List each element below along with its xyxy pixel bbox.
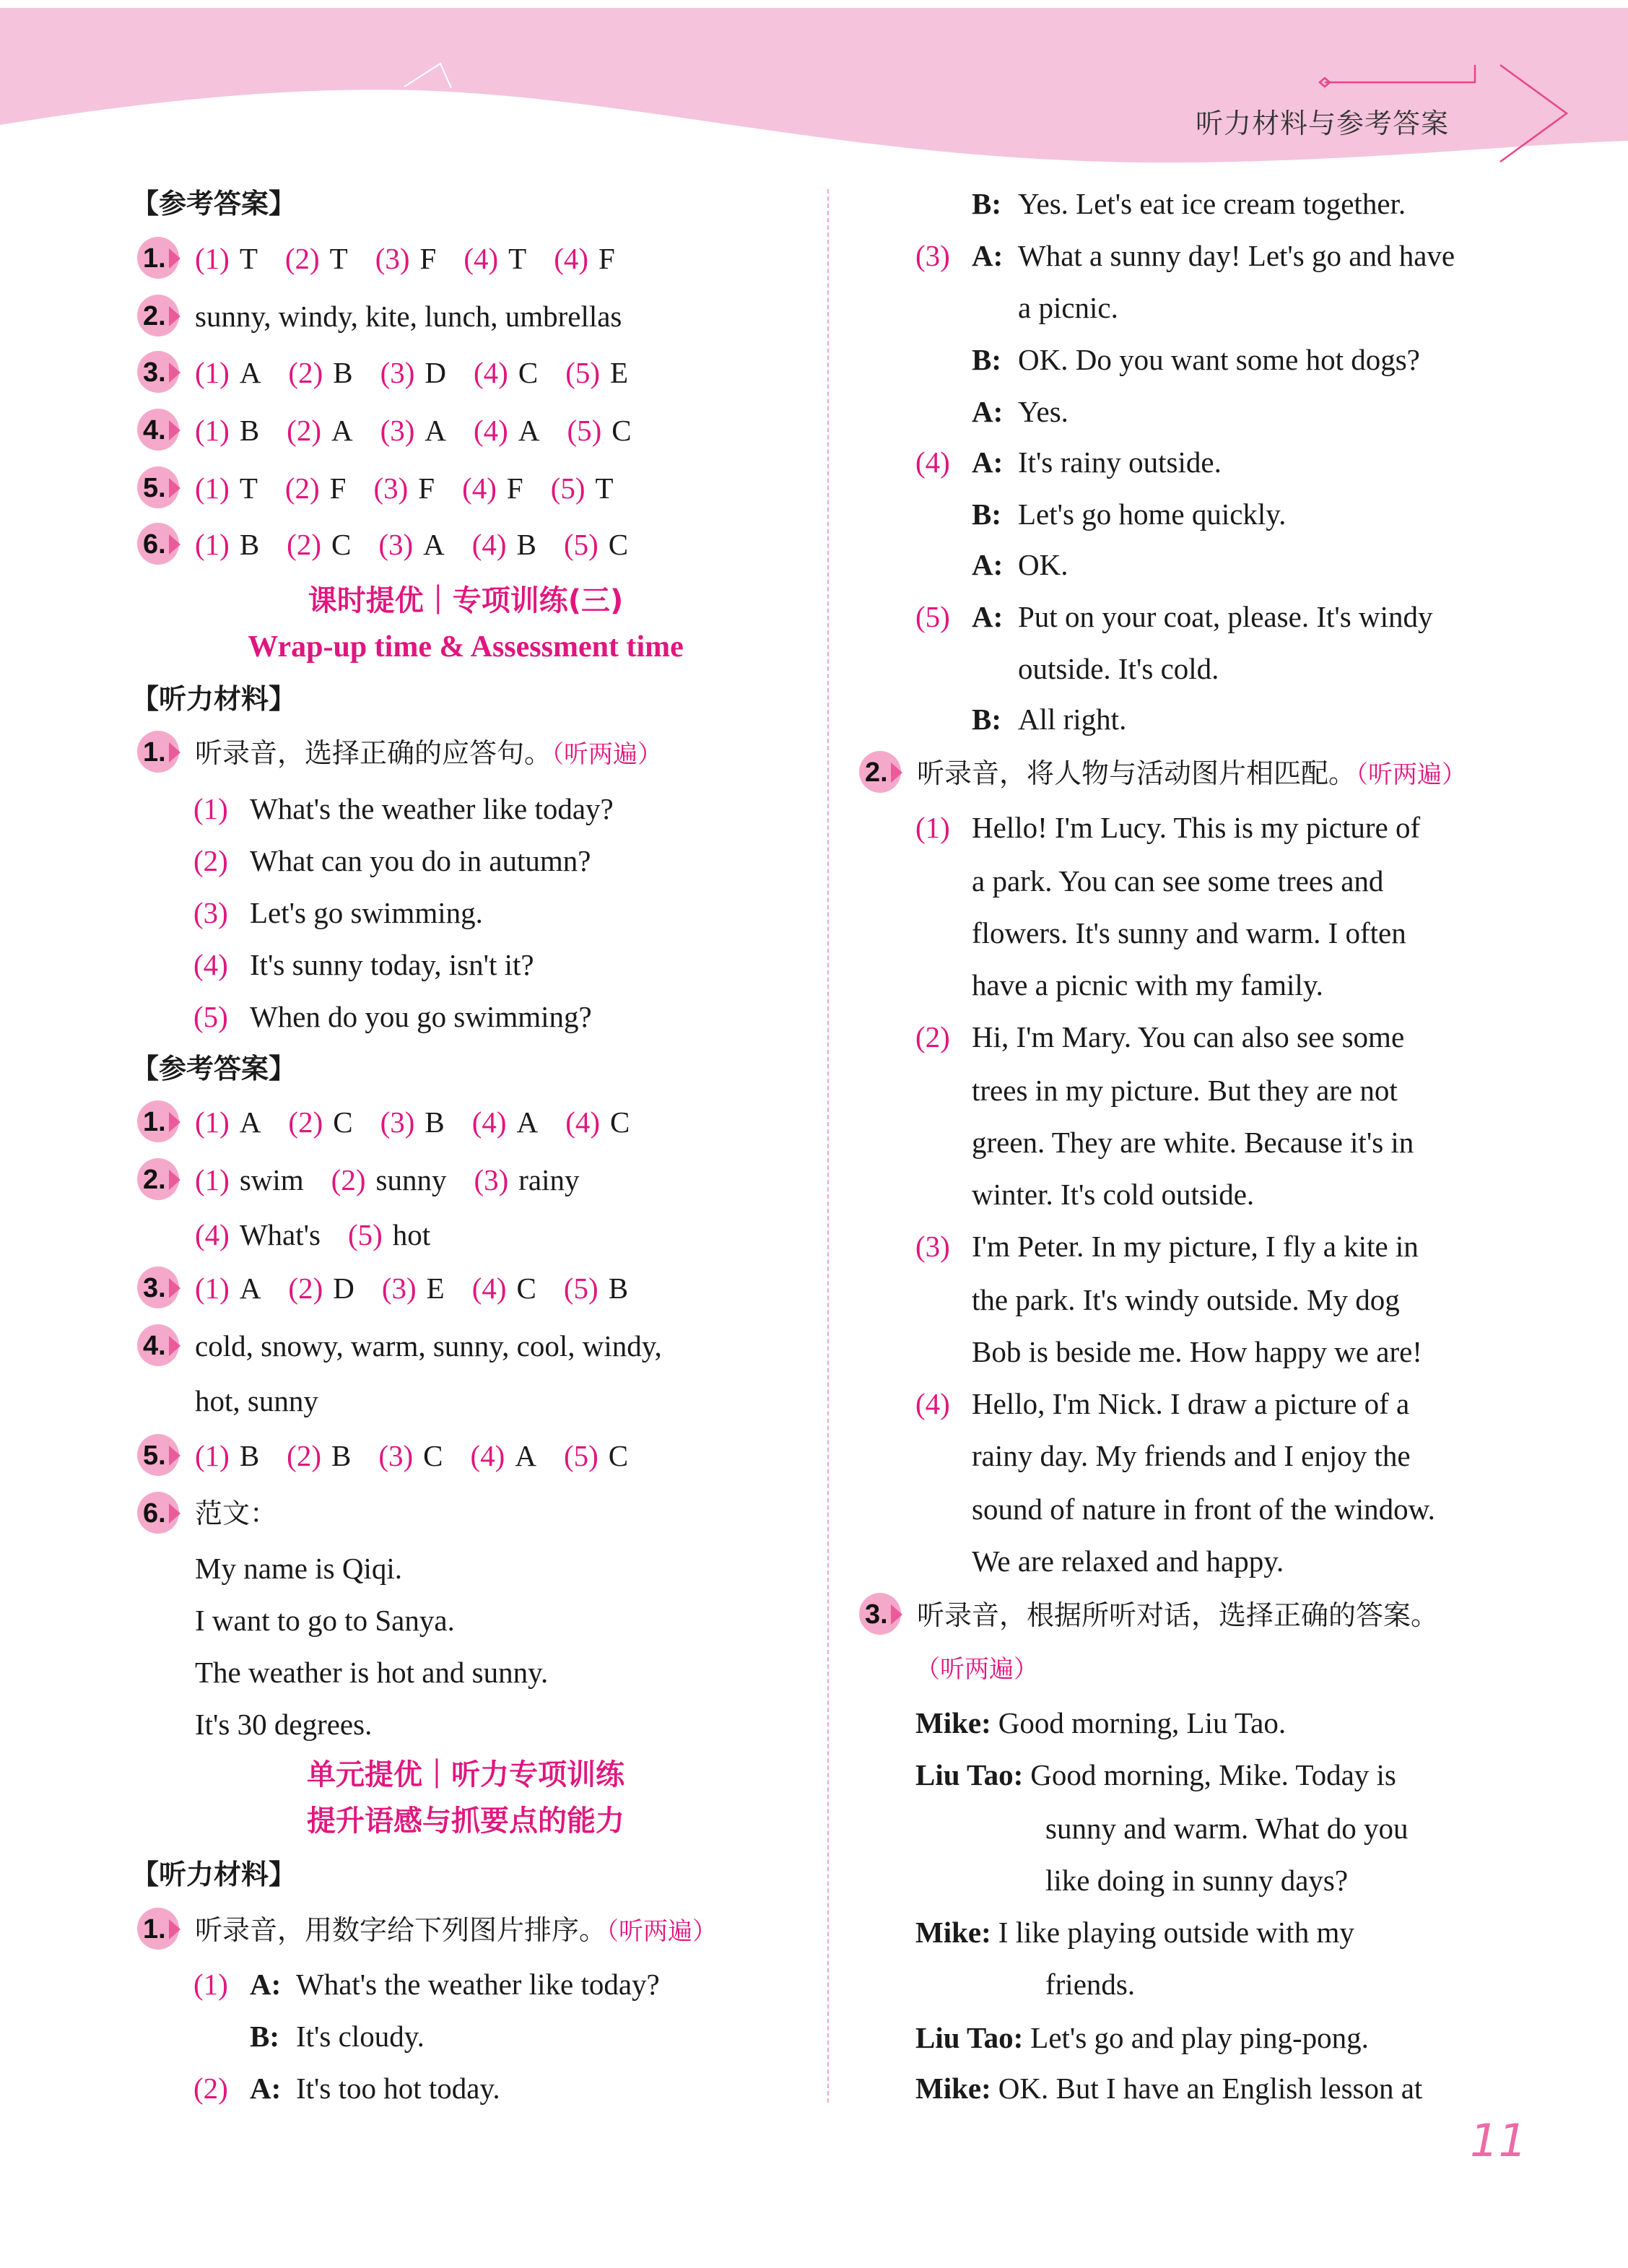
dialog-text: sunny and warm. What do you — [1045, 1812, 1409, 1845]
dialog-line — [915, 1752, 1396, 1798]
speaker-label: A: — [972, 239, 1004, 272]
answer-number: (1) — [195, 1272, 230, 1305]
answer-number: (3) — [380, 414, 415, 447]
answer-number: (5) — [565, 356, 600, 389]
dialog-text: It's cloudy. — [296, 2020, 425, 2053]
section-label: 【参考答案】 — [131, 1053, 297, 1085]
dialog-text: OK. Do you want some hot dogs? — [1018, 343, 1420, 376]
answer-value: B — [516, 528, 536, 561]
speaker-label: Mike: — [915, 2072, 991, 2105]
item-number: (3) — [193, 896, 228, 929]
text-line — [0, 594, 1628, 640]
dialog-text: What a sunny day! Let's go and have — [1018, 239, 1455, 272]
answer-number: (5) — [567, 414, 602, 447]
item-text: trees in my picture. But they are not — [972, 1074, 1398, 1107]
item-number: (5) — [193, 1000, 228, 1033]
speaker-label: B: — [972, 187, 1001, 220]
answer-value: D — [333, 1272, 354, 1305]
answer-value: F — [329, 472, 347, 505]
dialog-text: Put on your coat, please. It's windy — [1018, 600, 1433, 633]
answer-number: (4) — [474, 356, 508, 389]
answer-value: B — [608, 1272, 629, 1305]
answer-value: B — [239, 1439, 260, 1472]
answer-value: rainy — [518, 1163, 580, 1196]
speaker-label: B: — [250, 2020, 279, 2053]
answer-number: (1) — [195, 1439, 230, 1472]
dialog-text: Yes. Let's eat ice cream together. — [1018, 187, 1406, 220]
number-badge — [859, 751, 907, 794]
badge-number: 1. — [143, 737, 166, 768]
dialog-text: It's rainy outside. — [1018, 446, 1222, 479]
badge-number: 6. — [143, 1498, 166, 1529]
answer-text: 范文： — [195, 1498, 278, 1529]
dialog-text: Good morning, Liu Tao. — [998, 1706, 1287, 1739]
answer-value: B — [333, 356, 353, 389]
text-line — [0, 181, 1628, 227]
answer-value: E — [426, 1272, 445, 1305]
text-line — [0, 804, 1628, 851]
speaker-label: B: — [972, 343, 1001, 376]
item-text: What's the weather like today? — [250, 792, 614, 825]
section-label: 【参考答案】 — [131, 188, 297, 220]
text-line — [0, 1277, 1628, 1323]
speaker-label: A: — [972, 395, 1004, 428]
answer-number: (5) — [550, 472, 586, 505]
dialog-text: Let's go and play ping-pong. — [1030, 2021, 1369, 2054]
item-text: What can you do in autumn? — [250, 844, 591, 877]
badge-number: 5. — [143, 1441, 166, 1471]
item-text: flowers. It's sunny and warm. I often — [972, 916, 1406, 950]
item-text: green. They are white. Because it's in — [972, 1126, 1414, 1159]
item-text: Bob is beside me. How happy we are! — [972, 1335, 1422, 1368]
answer-number: (4) — [474, 414, 508, 447]
dialog-line — [915, 2015, 1369, 2061]
badge-number: 2. — [143, 1165, 166, 1195]
answer-number: (2) — [284, 472, 320, 505]
item-number: (1) — [915, 811, 950, 844]
item-number: (1) — [193, 792, 228, 825]
text-line — [0, 1805, 1628, 1851]
answer-number: (3) — [375, 242, 410, 275]
item-number: (4) — [915, 1387, 950, 1420]
answer-text: hot, sunny — [195, 1384, 318, 1417]
item-text: winter. It's cold outside. — [972, 1178, 1255, 1211]
speaker-label: B: — [972, 498, 1001, 531]
section-heading: 单元提优｜听力专项训练 — [307, 1758, 624, 1791]
text-line — [0, 336, 1628, 383]
item-number: (2) — [193, 844, 228, 877]
text-line — [0, 1961, 1628, 2007]
answer-value: C — [611, 414, 632, 447]
answer-value: D — [425, 356, 447, 389]
answer-number: (3) — [474, 1163, 509, 1196]
answer-number: (4) — [463, 242, 499, 275]
answer-text: The weather is hot and sunny. — [195, 1656, 549, 1689]
answer-number: (4) — [195, 1218, 230, 1251]
badge-arrow-icon — [891, 762, 902, 783]
dialog-text: friends. — [1045, 1968, 1136, 2001]
answer-number: (2) — [288, 1105, 323, 1139]
answer-number: (2) — [288, 356, 323, 389]
text-line — [0, 750, 1628, 796]
answer-number: (5) — [563, 1272, 598, 1305]
text-line — [0, 491, 1628, 537]
text-line — [0, 1486, 1628, 1532]
answer-value: C — [608, 528, 629, 561]
text-line — [0, 284, 1628, 331]
answer-text: My name is Qiqi. — [195, 1552, 402, 1585]
answer-value: B — [425, 1105, 445, 1139]
badge-number: 5. — [143, 473, 166, 503]
text-line — [0, 1909, 1628, 1955]
answer-value: A — [423, 528, 445, 561]
speaker-label: A: — [250, 1968, 282, 2001]
answer-value: F — [418, 472, 435, 505]
text-line — [0, 2015, 1628, 2061]
section-heading: 课时提优｜专项训练(三) — [308, 584, 624, 617]
dialog-text: Good morning, Mike. Today is — [1030, 1758, 1396, 1791]
answer-value: C — [518, 356, 539, 389]
badge-number: 2. — [143, 301, 166, 331]
item-number: (2) — [915, 1020, 950, 1053]
question-text: 听录音，用数字给下列图片排序。 — [195, 1914, 607, 1946]
dialog-text: outside. It's cold. — [1018, 652, 1219, 685]
answer-number: (2) — [287, 528, 321, 561]
question-text: 听录音，根据所听对话，选择正确的答案。 — [917, 1599, 1439, 1631]
text-line — [0, 1646, 1628, 1693]
item-text: a park. You can see some trees and — [972, 864, 1384, 898]
item-text: I'm Peter. In my picture, I fly a kite in — [972, 1230, 1419, 1263]
text-line — [0, 388, 1628, 435]
answer-number: (4) — [471, 1105, 507, 1139]
answer-number: (5) — [347, 1218, 383, 1251]
section-heading: 提升语感与抓要点的能力 — [307, 1804, 624, 1838]
page-number: 11 — [1470, 2114, 1527, 2167]
answer-number: (3) — [380, 1105, 415, 1139]
answer-number: (5) — [563, 1439, 598, 1472]
text-line — [0, 1752, 1628, 1798]
answer-value: C — [331, 528, 352, 561]
number-badge — [859, 1593, 907, 1636]
question-prompt — [917, 750, 1466, 798]
dialog-text: OK. But I have an English lesson at — [998, 2072, 1423, 2105]
answer-number: (3) — [380, 356, 415, 389]
badge-number: 1. — [143, 1914, 166, 1945]
answer-value: T — [239, 472, 258, 505]
answer-number: (1) — [195, 414, 230, 447]
item-text: Hello, I'm Nick. I draw a picture of a — [972, 1387, 1410, 1420]
speaker-label: Mike: — [915, 1706, 991, 1739]
text-line — [0, 233, 1628, 279]
text-line — [0, 1014, 1628, 1060]
speaker-label: Mike: — [915, 1916, 991, 1949]
item-text: rainy day. My friends and I enjoy the — [972, 1439, 1411, 1472]
item-text: Let's go swimming. — [250, 896, 483, 929]
answer-value: F — [419, 242, 437, 275]
item-text: It's sunny today, isn't it? — [250, 948, 534, 981]
item-number: (3) — [915, 1230, 950, 1263]
answer-value: A — [516, 1105, 539, 1139]
dialog-text: a picnic. — [1018, 291, 1118, 324]
text-line — [0, 1381, 1628, 1427]
item-number: (5) — [915, 600, 950, 633]
answer-number: (2) — [287, 1439, 321, 1472]
text-line — [0, 1591, 1628, 1638]
answer-value: hot — [392, 1218, 431, 1251]
dialog-text: like doing in sunny days? — [1045, 1864, 1349, 1897]
dialog-text: All right. — [1018, 703, 1127, 736]
answer-value: T — [508, 242, 527, 275]
speaker-label: Liu Tao: — [915, 2021, 1024, 2054]
listen-twice-note: （听两遍） — [552, 740, 663, 769]
answer-number: (4) — [565, 1105, 600, 1139]
text-line — [0, 2065, 1628, 2111]
answer-value: What's — [239, 1218, 321, 1251]
text-line — [0, 646, 1628, 692]
dialog-text: It's too hot today. — [296, 2072, 500, 2105]
answer-text: I want to go to Sanya. — [195, 1604, 455, 1637]
text-line — [0, 696, 1628, 742]
answer-number: (4) — [554, 242, 589, 275]
text-line — [0, 439, 1628, 485]
answer-value: T — [329, 242, 348, 275]
badge-number: 3. — [143, 357, 166, 388]
dialog-line — [915, 1700, 1286, 1746]
dialog-text: OK. — [1018, 548, 1068, 581]
badge-number: 4. — [143, 1331, 166, 1361]
answer-value: E — [610, 356, 629, 389]
answer-value: B — [239, 414, 260, 447]
text-line — [0, 1067, 1628, 1113]
speaker-label: A: — [972, 446, 1004, 479]
answer-number: (2) — [331, 1163, 366, 1196]
answer-number: (5) — [563, 528, 598, 561]
answer-value: B — [331, 1439, 352, 1472]
dialog-line — [915, 2065, 1422, 2111]
answer-text: sunny, windy, kite, lunch, umbrellas — [195, 300, 622, 333]
answer-value: T — [595, 472, 614, 505]
item-number: (4) — [915, 446, 950, 479]
item-text: have a picnic with my family. — [972, 968, 1323, 1002]
text-line — [0, 1538, 1628, 1584]
answer-value: A — [518, 414, 540, 447]
item-number: (1) — [193, 1968, 228, 2001]
speaker-label: A: — [972, 548, 1004, 581]
item-text: We are relaxed and happy. — [972, 1544, 1284, 1578]
text-line — [0, 910, 1628, 956]
section-label: 【听力材料】 — [131, 1859, 297, 1890]
item-text: Hi, I'm Mary. You can also see some — [972, 1020, 1405, 1053]
text-line — [0, 1119, 1628, 1165]
answer-value: A — [331, 414, 353, 447]
answer-value: A — [425, 414, 447, 447]
badge-number: 4. — [143, 415, 166, 446]
item-text: When do you go swimming? — [250, 1000, 592, 1033]
answer-number: (1) — [195, 1105, 230, 1139]
answer-value: sunny — [375, 1163, 447, 1196]
answer-value: F — [506, 472, 523, 505]
dialog-text: Let's go home quickly. — [1018, 498, 1287, 531]
speaker-label: A: — [972, 600, 1004, 633]
question-text: 听录音，将人物与活动图片相匹配。 — [917, 757, 1357, 789]
listen-twice-note: （听两遍） — [1356, 760, 1467, 789]
text-line — [0, 1857, 1628, 1903]
answer-number: (3) — [378, 1439, 414, 1472]
answer-number: (1) — [195, 472, 230, 505]
question-text: 听录音，选择正确的应答句。 — [195, 737, 552, 769]
answer-value: A — [239, 356, 261, 389]
answer-text: It's 30 degrees. — [195, 1708, 373, 1741]
badge-number: 1. — [143, 1107, 166, 1137]
answer-number: (4) — [470, 1439, 505, 1472]
text-line — [0, 858, 1628, 904]
badge-arrow-icon — [891, 1604, 902, 1625]
answer-value: C — [423, 1439, 443, 1472]
text-line — [0, 1171, 1628, 1217]
badge-number: 6. — [143, 529, 166, 560]
answer-number: (4) — [462, 472, 497, 505]
speaker-label: Liu Tao: — [915, 1758, 1024, 1791]
item-number: (2) — [193, 2072, 228, 2105]
section-label: 【听力材料】 — [131, 683, 297, 715]
answer-number: (1) — [195, 528, 230, 561]
answer-number: (3) — [378, 528, 414, 561]
answer-value: B — [239, 528, 260, 561]
answer-value: A — [515, 1439, 536, 1472]
answer-value: C — [608, 1439, 629, 1472]
answer-number: (2) — [288, 1272, 323, 1305]
answer-value: C — [516, 1272, 536, 1305]
answer-number: (1) — [195, 1163, 230, 1196]
answer-number: (1) — [195, 242, 230, 275]
answer-number: (1) — [195, 356, 230, 389]
dialog-text: I like playing outside with my — [998, 1916, 1354, 1949]
item-text: Hello! I'm Lucy. This is my picture of — [972, 811, 1421, 844]
answer-value: C — [610, 1105, 630, 1139]
text-line — [0, 1223, 1628, 1269]
listen-twice-note: （听两遍） — [915, 1655, 1038, 1684]
answer-value: A — [239, 1272, 261, 1305]
text-line — [0, 542, 1628, 588]
answer-number: (4) — [471, 1272, 507, 1305]
answer-value: C — [333, 1105, 353, 1139]
text-line — [0, 1433, 1628, 1479]
badge-number: 1. — [143, 243, 166, 274]
answer-number: (2) — [284, 242, 320, 275]
answer-number: (3) — [373, 472, 409, 505]
dialog-line — [915, 1909, 1354, 1955]
answer-value: T — [239, 242, 258, 275]
answer-number: (2) — [287, 414, 321, 447]
text-line — [0, 962, 1628, 1008]
section-heading: Wrap-up time & Assessment time — [248, 630, 684, 664]
item-number: (4) — [193, 948, 228, 981]
speaker-label: A: — [250, 2072, 282, 2105]
answer-value: swim — [239, 1163, 304, 1196]
answer-text: cold, snowy, warm, sunny, cool, windy, — [195, 1329, 662, 1363]
badge-number: 2. — [865, 757, 888, 788]
speaker-label: B: — [972, 703, 1001, 736]
answer-number: (3) — [381, 1272, 417, 1305]
listen-twice-note: （听两遍） — [606, 1917, 718, 1946]
badge-number: 3. — [865, 1599, 888, 1630]
item-text: the park. It's windy outside. My dog — [972, 1283, 1400, 1316]
answer-number: (4) — [471, 528, 507, 561]
item-text: sound of nature in front of the window. — [972, 1493, 1435, 1526]
text-line — [0, 1700, 1628, 1746]
question-prompt — [917, 1591, 1438, 1638]
answer-value: F — [598, 242, 615, 275]
dialog-text: Yes. — [1018, 395, 1068, 428]
item-number: (3) — [915, 239, 950, 272]
header-title: 听力材料与参考答案 — [1196, 108, 1450, 139]
text-line — [0, 1329, 1628, 1375]
answer-value: A — [239, 1105, 261, 1139]
dialog-text: What's the weather like today? — [296, 1968, 660, 2001]
badge-number: 3. — [143, 1273, 166, 1303]
